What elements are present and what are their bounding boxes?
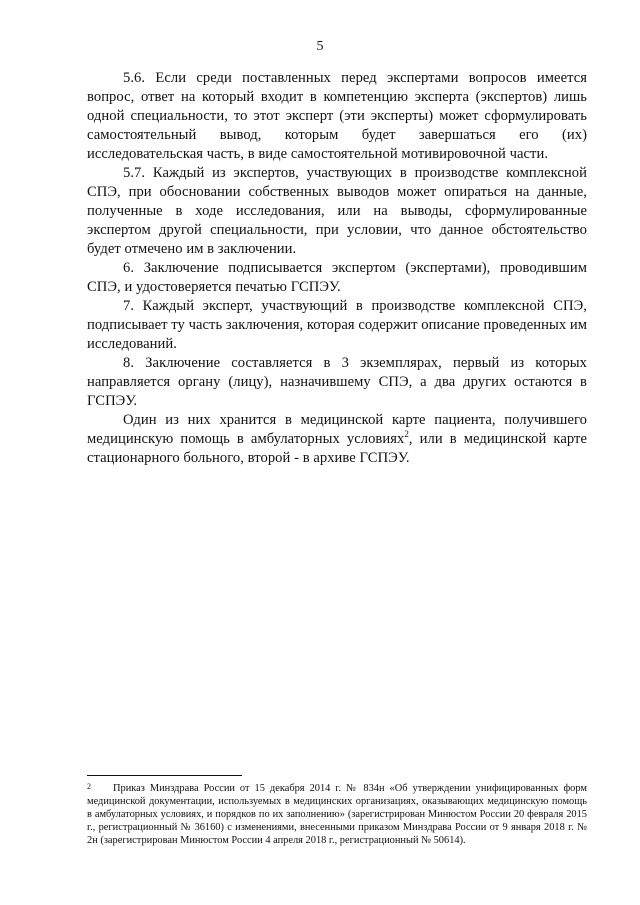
paragraph-5-7: 5.7. Каждый из экспертов, участвующих в производстве комплексной СПЭ, при обосновании собственных выводов может опираться на данные, полученные в ходе исследования, или на выводы, сформулированные экспертом другой специальности, при условии, что данное обстоятельство будет отмечено им в заключении. xyxy=(87,165,587,257)
paragraph-6: 6. Заключение подписывается экспертом (экспертами), проводившим СПЭ, и удостоверяется печатью ГСПЭУ. xyxy=(87,260,587,295)
footnote xyxy=(87,782,587,847)
footnote-mark: 2 xyxy=(87,782,91,791)
paragraph-8: 8. Заключение составляется в 3 экземплярах, первый из которых направляется органу (лицу), назначившему СПЭ, а два других остаются в ГСПЭУ. xyxy=(87,355,587,409)
paragraph-5-6: 5.6. Если среди поставленных перед экспертами вопросов имеется вопрос, ответ на который входит в компетенцию эксперта (экспертов) лишь одной специальности, то этот эксперт (эти эксперты) может сформулировать самостоятельный вывод, которым будет завершаться его (их) исследовательская часть, в виде самостоятельной мотивировочной части. xyxy=(87,70,587,162)
footnote-reference: 2 xyxy=(404,429,409,440)
page-number: 5 xyxy=(316,39,324,54)
body-text xyxy=(87,69,587,468)
paragraph-copies xyxy=(87,411,587,468)
paragraph-copies-text-start: Один из них хранится в медицинской карте пациента, получившего медицинскую помощь в амбулаторных условиях xyxy=(87,412,587,447)
footnote-separator xyxy=(87,775,242,776)
footnote-text: Приказ Минздрава России от 15 декабря 2014 г. № 834н «Об утверждении унифицированных форм медицинской документации, используемых в медицинских организациях, оказывающих медицинскую помощь в амбулаторных условиях, и порядков по их заполнению» (зарегистрирован Минюстом России 20 февраля 2015 г., регистрационный № 36160) с изменениями, внесенными приказом Минздрава России от 9 января 2018 г. № 2н (зарегистрирован Минюстом России 4 апреля 2018 г., регистрационный № 50614). xyxy=(87,783,587,846)
paragraph-7: 7. Каждый эксперт, участвующий в производстве комплексной СПЭ, подписывает ту часть заключения, которая содержит описание проведенных им исследований. xyxy=(87,298,588,352)
paragraph-copies-text-end: , или в медицинской карте стационарного больного, второй - в архиве ГСПЭУ. xyxy=(87,431,587,466)
